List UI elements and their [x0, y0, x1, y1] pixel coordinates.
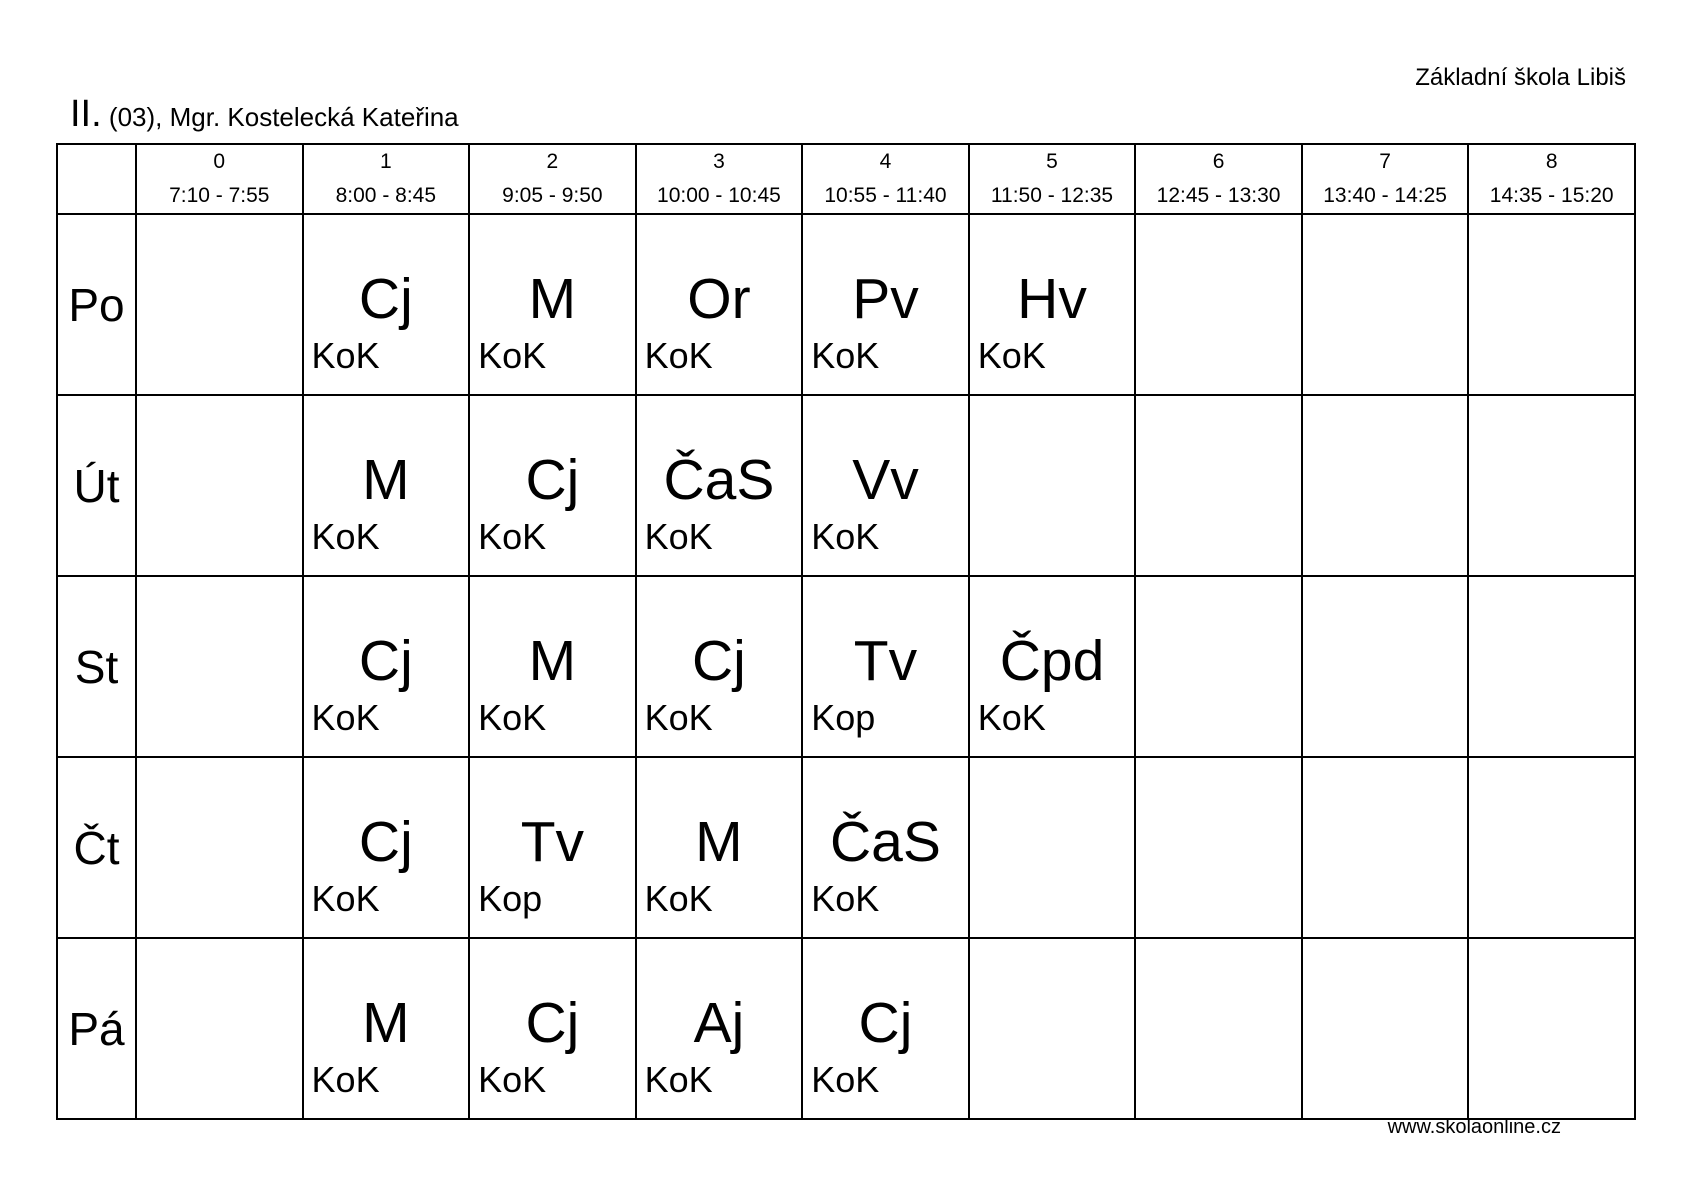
class-name: II.	[70, 93, 102, 135]
period-time: 13:40 - 14:25	[1323, 184, 1447, 207]
empty-cell	[969, 757, 1136, 938]
lesson-cell	[802, 395, 969, 576]
lesson-subject: Cj	[525, 448, 580, 512]
lesson-teacher: KoK	[311, 335, 380, 376]
period-time: 8:00 - 8:45	[335, 184, 437, 207]
period-time: 12:45 - 13:30	[1156, 184, 1281, 207]
timetable	[56, 143, 1636, 1120]
class-detail: (03), Mgr. Kostelecká Kateřina	[108, 102, 459, 132]
day-row	[57, 395, 1635, 576]
period-time: 10:00 - 10:45	[657, 184, 781, 207]
empty-cell	[969, 938, 1136, 1119]
lesson-subject: M	[528, 267, 577, 331]
empty-cell	[1302, 938, 1469, 1119]
lesson-teacher: KoK	[644, 516, 713, 557]
lesson-cell	[969, 214, 1136, 395]
lesson-subject: Hv	[1017, 267, 1087, 331]
empty-cell	[1468, 938, 1635, 1119]
lesson-subject: Čpd	[999, 629, 1105, 693]
empty-cell	[1468, 576, 1635, 757]
lesson-subject: Cj	[858, 991, 913, 1055]
day-row	[57, 938, 1635, 1119]
empty-cell	[1302, 757, 1469, 938]
day-label: Út	[57, 395, 136, 576]
lesson-teacher: KoK	[311, 516, 380, 557]
lesson-teacher: KoK	[311, 878, 380, 919]
empty-cell	[136, 938, 303, 1119]
lesson-cell	[469, 214, 636, 395]
lesson-teacher: KoK	[478, 335, 547, 376]
period-number: 4	[879, 150, 892, 173]
class-heading	[70, 94, 459, 137]
lesson-teacher: KoK	[478, 1059, 547, 1100]
lesson-cell	[802, 214, 969, 395]
empty-cell	[1135, 576, 1302, 757]
period-time: 10:55 - 11:40	[824, 184, 947, 207]
lesson-subject: Cj	[358, 267, 413, 331]
period-number: 2	[546, 150, 559, 173]
period-time: 14:35 - 15:20	[1489, 184, 1614, 207]
empty-cell	[136, 576, 303, 757]
lesson-teacher: KoK	[977, 335, 1046, 376]
footer-url: www.skolaonline.cz	[1387, 1116, 1561, 1138]
lesson-teacher: KoK	[311, 697, 380, 738]
lesson-subject: M	[362, 448, 410, 512]
lesson-subject: Cj	[525, 991, 580, 1055]
lesson-cell	[469, 576, 636, 757]
period-number: 8	[1545, 150, 1558, 173]
lesson-teacher: KoK	[478, 516, 547, 557]
day-row	[57, 757, 1635, 938]
period-time: 9:05 - 9:50	[502, 184, 603, 207]
empty-cell	[136, 757, 303, 938]
period-header	[802, 144, 969, 214]
empty-cell	[1302, 214, 1469, 395]
corner-cell	[57, 144, 136, 214]
lesson-cell	[469, 938, 636, 1119]
empty-cell	[1135, 938, 1302, 1119]
lesson-subject: Or	[687, 267, 751, 331]
day-row	[57, 214, 1635, 395]
period-time: 7:10 - 7:55	[169, 184, 270, 207]
header-row	[57, 144, 1635, 214]
lesson-cell	[636, 576, 803, 757]
lesson-teacher: KoK	[644, 697, 713, 738]
lesson-subject: Cj	[692, 629, 746, 693]
empty-cell	[1468, 214, 1635, 395]
period-time: 11:50 - 12:35	[990, 184, 1114, 207]
lesson-cell	[303, 757, 470, 938]
period-number: 6	[1212, 150, 1225, 173]
lesson-cell	[636, 214, 803, 395]
lesson-teacher: KoK	[811, 878, 880, 919]
lesson-subject: Cj	[358, 629, 413, 693]
lesson-cell	[802, 576, 969, 757]
empty-cell	[969, 395, 1136, 576]
lesson-teacher: KoK	[811, 335, 880, 376]
period-header	[136, 144, 303, 214]
lesson-subject: M	[528, 629, 577, 693]
empty-cell	[1468, 395, 1635, 576]
lesson-cell	[469, 395, 636, 576]
lesson-cell	[802, 757, 969, 938]
day-row	[57, 576, 1635, 757]
period-number: 7	[1379, 150, 1391, 173]
lesson-teacher: Kop	[478, 878, 543, 919]
day-label: Po	[57, 214, 136, 395]
day-label: Čt	[57, 757, 136, 938]
empty-cell	[1468, 757, 1635, 938]
period-header	[469, 144, 636, 214]
lesson-subject: Pv	[852, 267, 919, 331]
lesson-cell	[969, 576, 1136, 757]
lesson-cell	[469, 757, 636, 938]
period-header	[636, 144, 803, 214]
period-header	[969, 144, 1136, 214]
school-name: Základní škola Libiš	[1415, 64, 1626, 91]
lesson-cell	[636, 395, 803, 576]
lesson-teacher: KoK	[644, 878, 713, 919]
lesson-subject: M	[695, 810, 743, 874]
lesson-subject: Vv	[852, 448, 919, 512]
lesson-subject: Tv	[520, 810, 585, 874]
empty-cell	[1302, 576, 1469, 757]
lesson-subject: M	[362, 991, 410, 1055]
period-header	[1302, 144, 1469, 214]
period-header	[303, 144, 470, 214]
lesson-subject: ČaS	[830, 810, 941, 874]
lesson-cell	[303, 938, 470, 1119]
lesson-subject: ČaS	[663, 448, 775, 512]
lesson-cell	[636, 757, 803, 938]
day-label: Pá	[57, 938, 136, 1119]
lesson-cell	[303, 576, 470, 757]
empty-cell	[136, 214, 303, 395]
period-header	[1135, 144, 1302, 214]
lesson-cell	[802, 938, 969, 1119]
period-header	[1468, 144, 1635, 214]
lesson-teacher: KoK	[644, 1059, 713, 1100]
empty-cell	[1302, 395, 1469, 576]
day-label: St	[57, 576, 136, 757]
lesson-teacher: KoK	[977, 697, 1046, 738]
lesson-cell	[636, 938, 803, 1119]
empty-cell	[136, 395, 303, 576]
period-number: 1	[379, 150, 392, 173]
lesson-teacher: KoK	[811, 1059, 880, 1100]
period-number: 0	[213, 150, 226, 173]
empty-cell	[1135, 214, 1302, 395]
empty-cell	[1135, 395, 1302, 576]
lesson-teacher: KoK	[644, 335, 713, 376]
lesson-teacher: KoK	[311, 1059, 380, 1100]
period-number: 3	[713, 150, 725, 173]
lesson-subject: Tv	[853, 629, 918, 693]
lesson-cell	[303, 395, 470, 576]
lesson-subject: Aj	[693, 991, 745, 1055]
lesson-teacher: KoK	[811, 516, 880, 557]
lesson-teacher: KoK	[478, 697, 547, 738]
lesson-subject: Cj	[358, 810, 413, 874]
period-number: 5	[1046, 150, 1058, 173]
empty-cell	[1135, 757, 1302, 938]
lesson-cell	[303, 214, 470, 395]
lesson-teacher: Kop	[811, 697, 876, 738]
